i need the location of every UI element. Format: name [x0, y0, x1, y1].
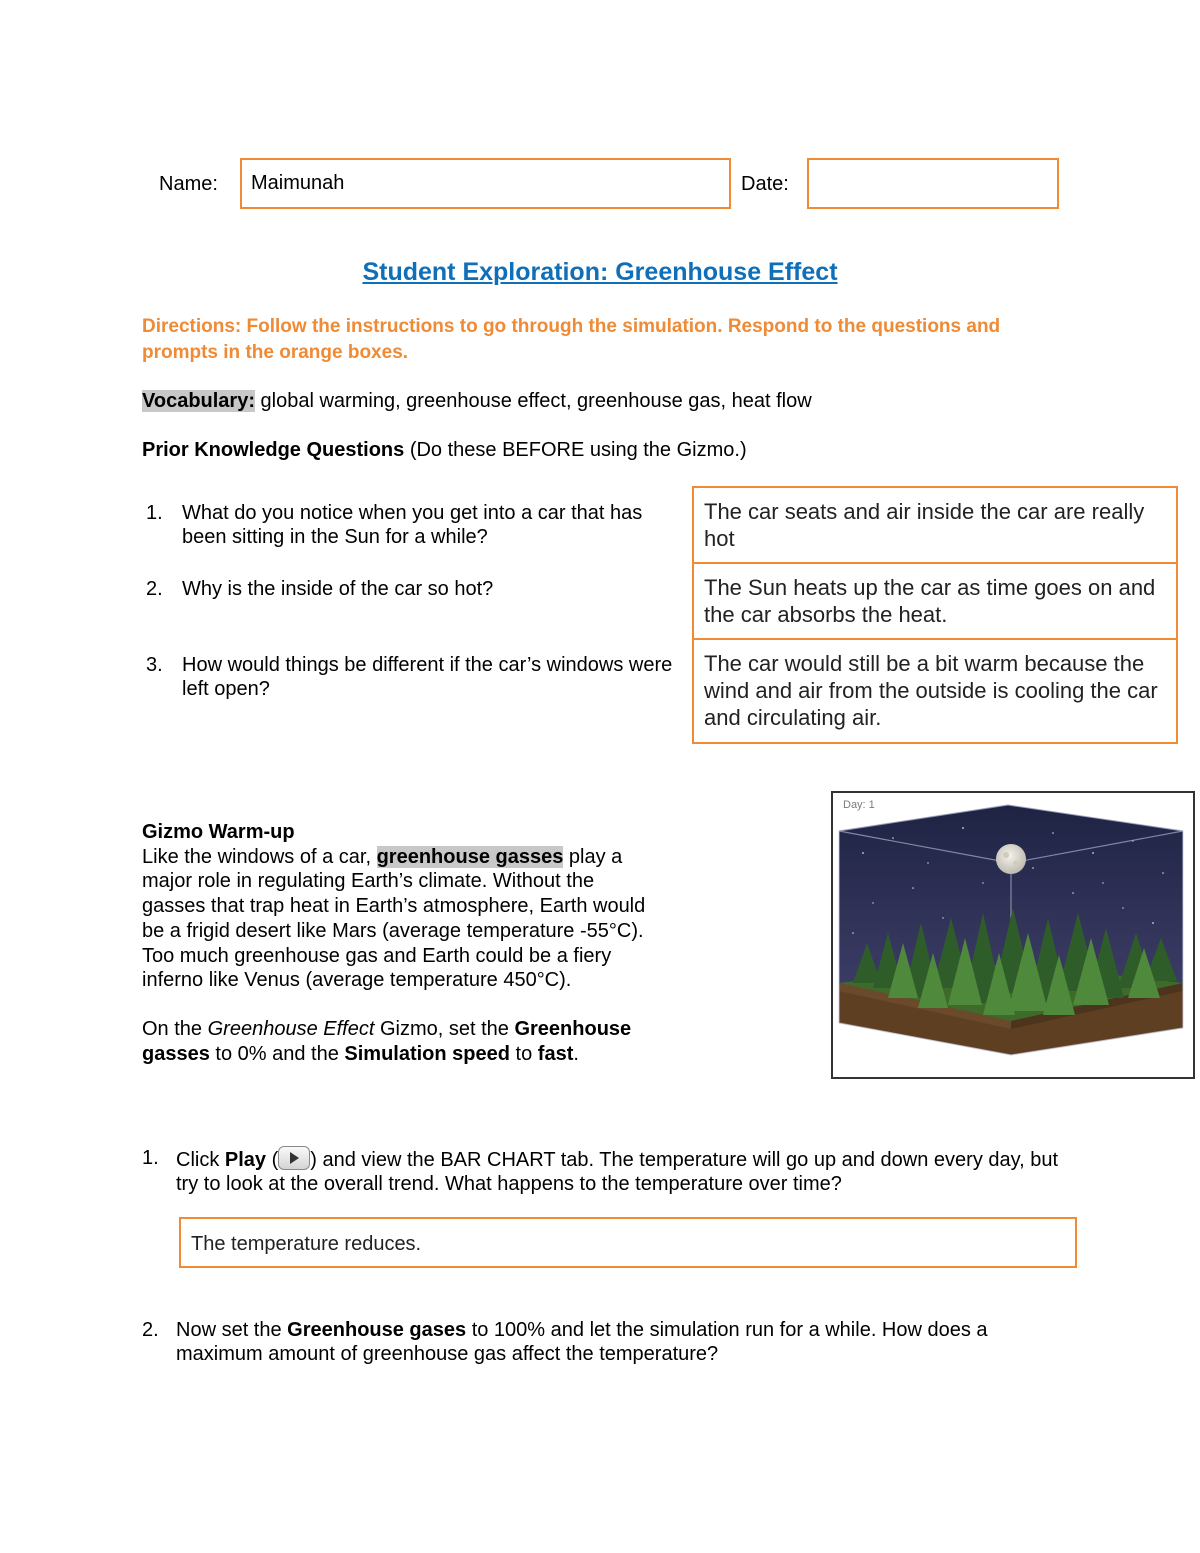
directions-text: Directions: Follow the instructions to go through the simulation. Respond to the questions and prompts in the orange boxes. — [142, 316, 1001, 363]
name-value: Maimunah — [251, 172, 345, 194]
answer-box-step-1[interactable] — [179, 1217, 1077, 1268]
warmup-highlight: greenhouse gasses — [376, 845, 564, 868]
page-title: Student Exploration: Greenhouse Effect — [362, 258, 838, 286]
step-text — [176, 1318, 1066, 1366]
date-label: Date: — [741, 173, 789, 195]
answer-box-2[interactable]: The Sun heats up the car as time goes on and the car absorbs the heat. — [692, 564, 1178, 640]
step-number: 2. — [142, 1319, 159, 1341]
warmup-p2-a: On the — [142, 1017, 208, 1040]
warmup-section — [142, 820, 662, 1066]
name-field[interactable] — [240, 158, 731, 209]
step-1-answer: The temperature reduces. — [191, 1233, 422, 1255]
step-text-c: ) and view the BAR CHART tab. The temperature will go up and down every day, but try to look at the overall trend. What happens to the temperature over time? — [176, 1149, 1059, 1195]
step-text-b: to 100% and let the simulation run for a while. How does a maximum amount of greenhouse gas affect the temperature? — [176, 1319, 988, 1365]
warmup-p2-b: Gizmo, set the — [374, 1017, 515, 1040]
warmup-p2-italic: Greenhouse Effect — [207, 1017, 375, 1040]
warmup-p2-bold2: Simulation speed — [344, 1042, 510, 1065]
name-label: Name: — [159, 173, 218, 195]
answer-box-3[interactable]: The car would still be a bit warm because the wind and air from the outside is cooling the car and circulating air. — [692, 640, 1178, 744]
warmup-p2-e: . — [573, 1042, 579, 1065]
warmup-p2-bold1: Greenhouse gasses — [142, 1017, 632, 1065]
question-number: 2. — [146, 578, 163, 600]
question-number: 3. — [146, 654, 163, 676]
warmup-p2-d: to — [509, 1042, 538, 1065]
warmup-p1-b: play a major role in regulating Earth’s climate. Without the gasses that trap heat in Earth’s atmosphere, Earth would be a frigid desert like Mars (average temperature -55°C). Too much greenhouse gas and Earth could be a fiery inferno like Venus (average temperature 450°C). — [142, 845, 646, 992]
prior-heading-bold: Prior Knowledge Questions — [142, 439, 405, 461]
warmup-p2-bold3: fast — [537, 1042, 574, 1065]
gizmo-day-label: Day: 1 — [843, 799, 875, 811]
step-text-a: Click — [176, 1149, 225, 1171]
vocabulary-line — [142, 389, 812, 413]
step-bold-greenhouse: Greenhouse gases — [287, 1319, 467, 1341]
step-text-a: Now set the — [176, 1319, 288, 1341]
play-icon — [278, 1146, 310, 1170]
warmup-p1-a: Like the windows of a car, — [142, 845, 377, 868]
gizmo-simulation-image — [831, 791, 1195, 1079]
warmup-p2-c: to 0% and the — [209, 1042, 345, 1065]
question-text: How would things be different if the car’s windows were left open? — [182, 654, 673, 700]
prior-answers — [692, 486, 1178, 744]
answer-box-1[interactable]: The car seats and air inside the car are really hot — [692, 486, 1178, 564]
step-text-b: ( — [266, 1149, 279, 1171]
date-field[interactable] — [807, 158, 1059, 209]
step-bold-play: Play — [224, 1149, 267, 1171]
vocabulary-label: Vocabulary: — [142, 390, 255, 412]
question-text: What do you notice when you get into a car that has been sitting in the Sun for a while? — [182, 502, 643, 548]
gizmo-illustration — [833, 793, 1192, 1076]
warmup-heading: Gizmo Warm-up — [142, 821, 295, 843]
question-text: Why is the inside of the car so hot? — [182, 578, 494, 600]
prior-heading-note: (Do these BEFORE using the Gizmo.) — [404, 439, 747, 461]
prior-knowledge-heading — [142, 439, 747, 462]
step-number: 1. — [142, 1147, 159, 1169]
vocabulary-terms: global warming, greenhouse effect, greenhouse gas, heat flow — [255, 390, 812, 412]
question-number: 1. — [146, 502, 163, 524]
step-text — [176, 1146, 1066, 1196]
